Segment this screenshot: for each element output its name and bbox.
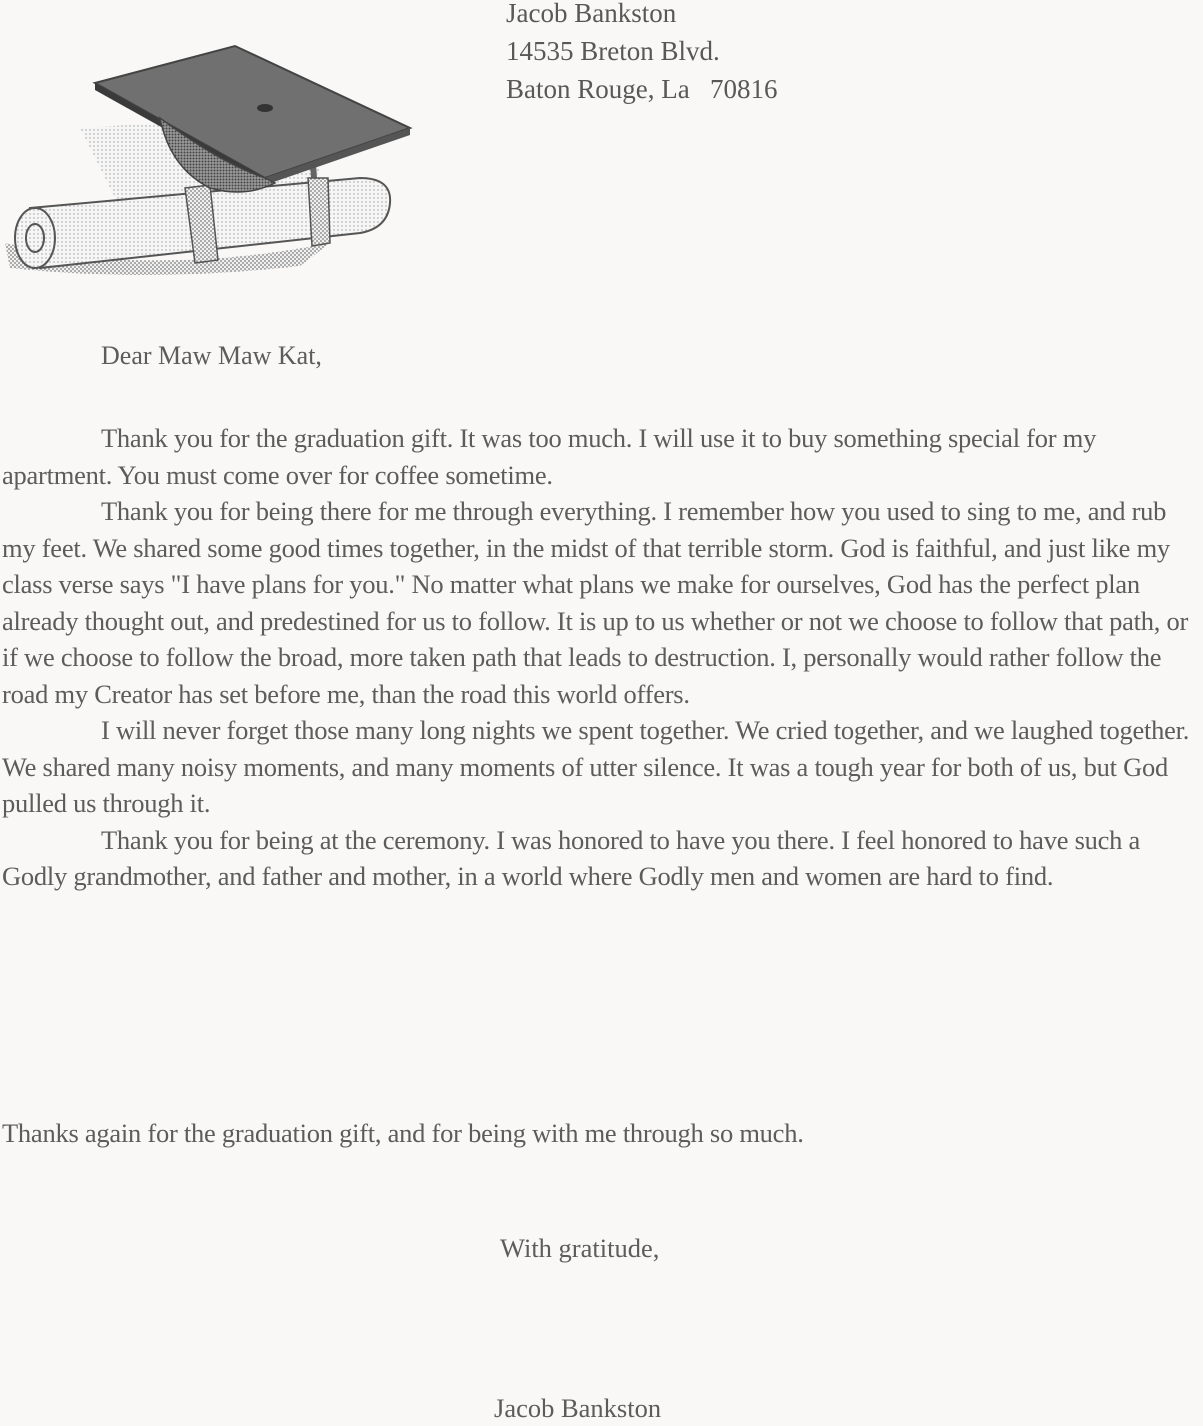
closing-line: Thanks again for the graduation gift, and for being with me through so much.	[2, 1118, 804, 1148]
letter-body	[2, 420, 1202, 895]
salutation: Dear Maw Maw Kat,	[101, 341, 322, 370]
graduation-cap-and-diploma-icon	[0, 28, 420, 278]
paragraph-nights: I will never forget those many long nights we spent together. We cried together, and we laughed together. We shared many noisy moments, and many moments of utter silence. It was a tough year for both of us, but God pulled us through it.	[2, 715, 1190, 818]
paragraph-ceremony: Thank you for being at the ceremony. I was honored to have you there. I feel honored to have such a Godly grandmother, and father and mother, in a world where Godly men and women are hard to find.	[2, 824, 1141, 891]
sender-city-line: Baton Rouge, La 70816	[506, 74, 778, 104]
paragraph-thanks: Thank you for being there for me through everything. I remember how you used to sing to me, and rub my feet. We shared some good times together, in the midst of that terrible storm. God is faithful, and just like my class verse says "I have plans for you." No matter what plans we make for ourselves, God has the perfect plan already thought out, and predestined for us to follow. It is up to us whether or not we choose to follow that path, or if we choose to follow the broad, more taken path that leads to destruction. I, personally would rather follow the road my Creator has set before me, than the road this world offers.	[2, 496, 1189, 709]
sender-street: 14535 Breton Blvd.	[506, 36, 720, 66]
sender-address-block	[506, 0, 777, 108]
signoff: With gratitude,	[500, 1233, 660, 1263]
sender-name: Jacob Bankston	[506, 0, 677, 28]
paragraph-gift: Thank you for the graduation gift. It was too much. I will use it to buy something special for my apartment. You must come over for coffee sometime.	[2, 423, 1097, 490]
signature-name: Jacob Bankston	[494, 1393, 662, 1423]
